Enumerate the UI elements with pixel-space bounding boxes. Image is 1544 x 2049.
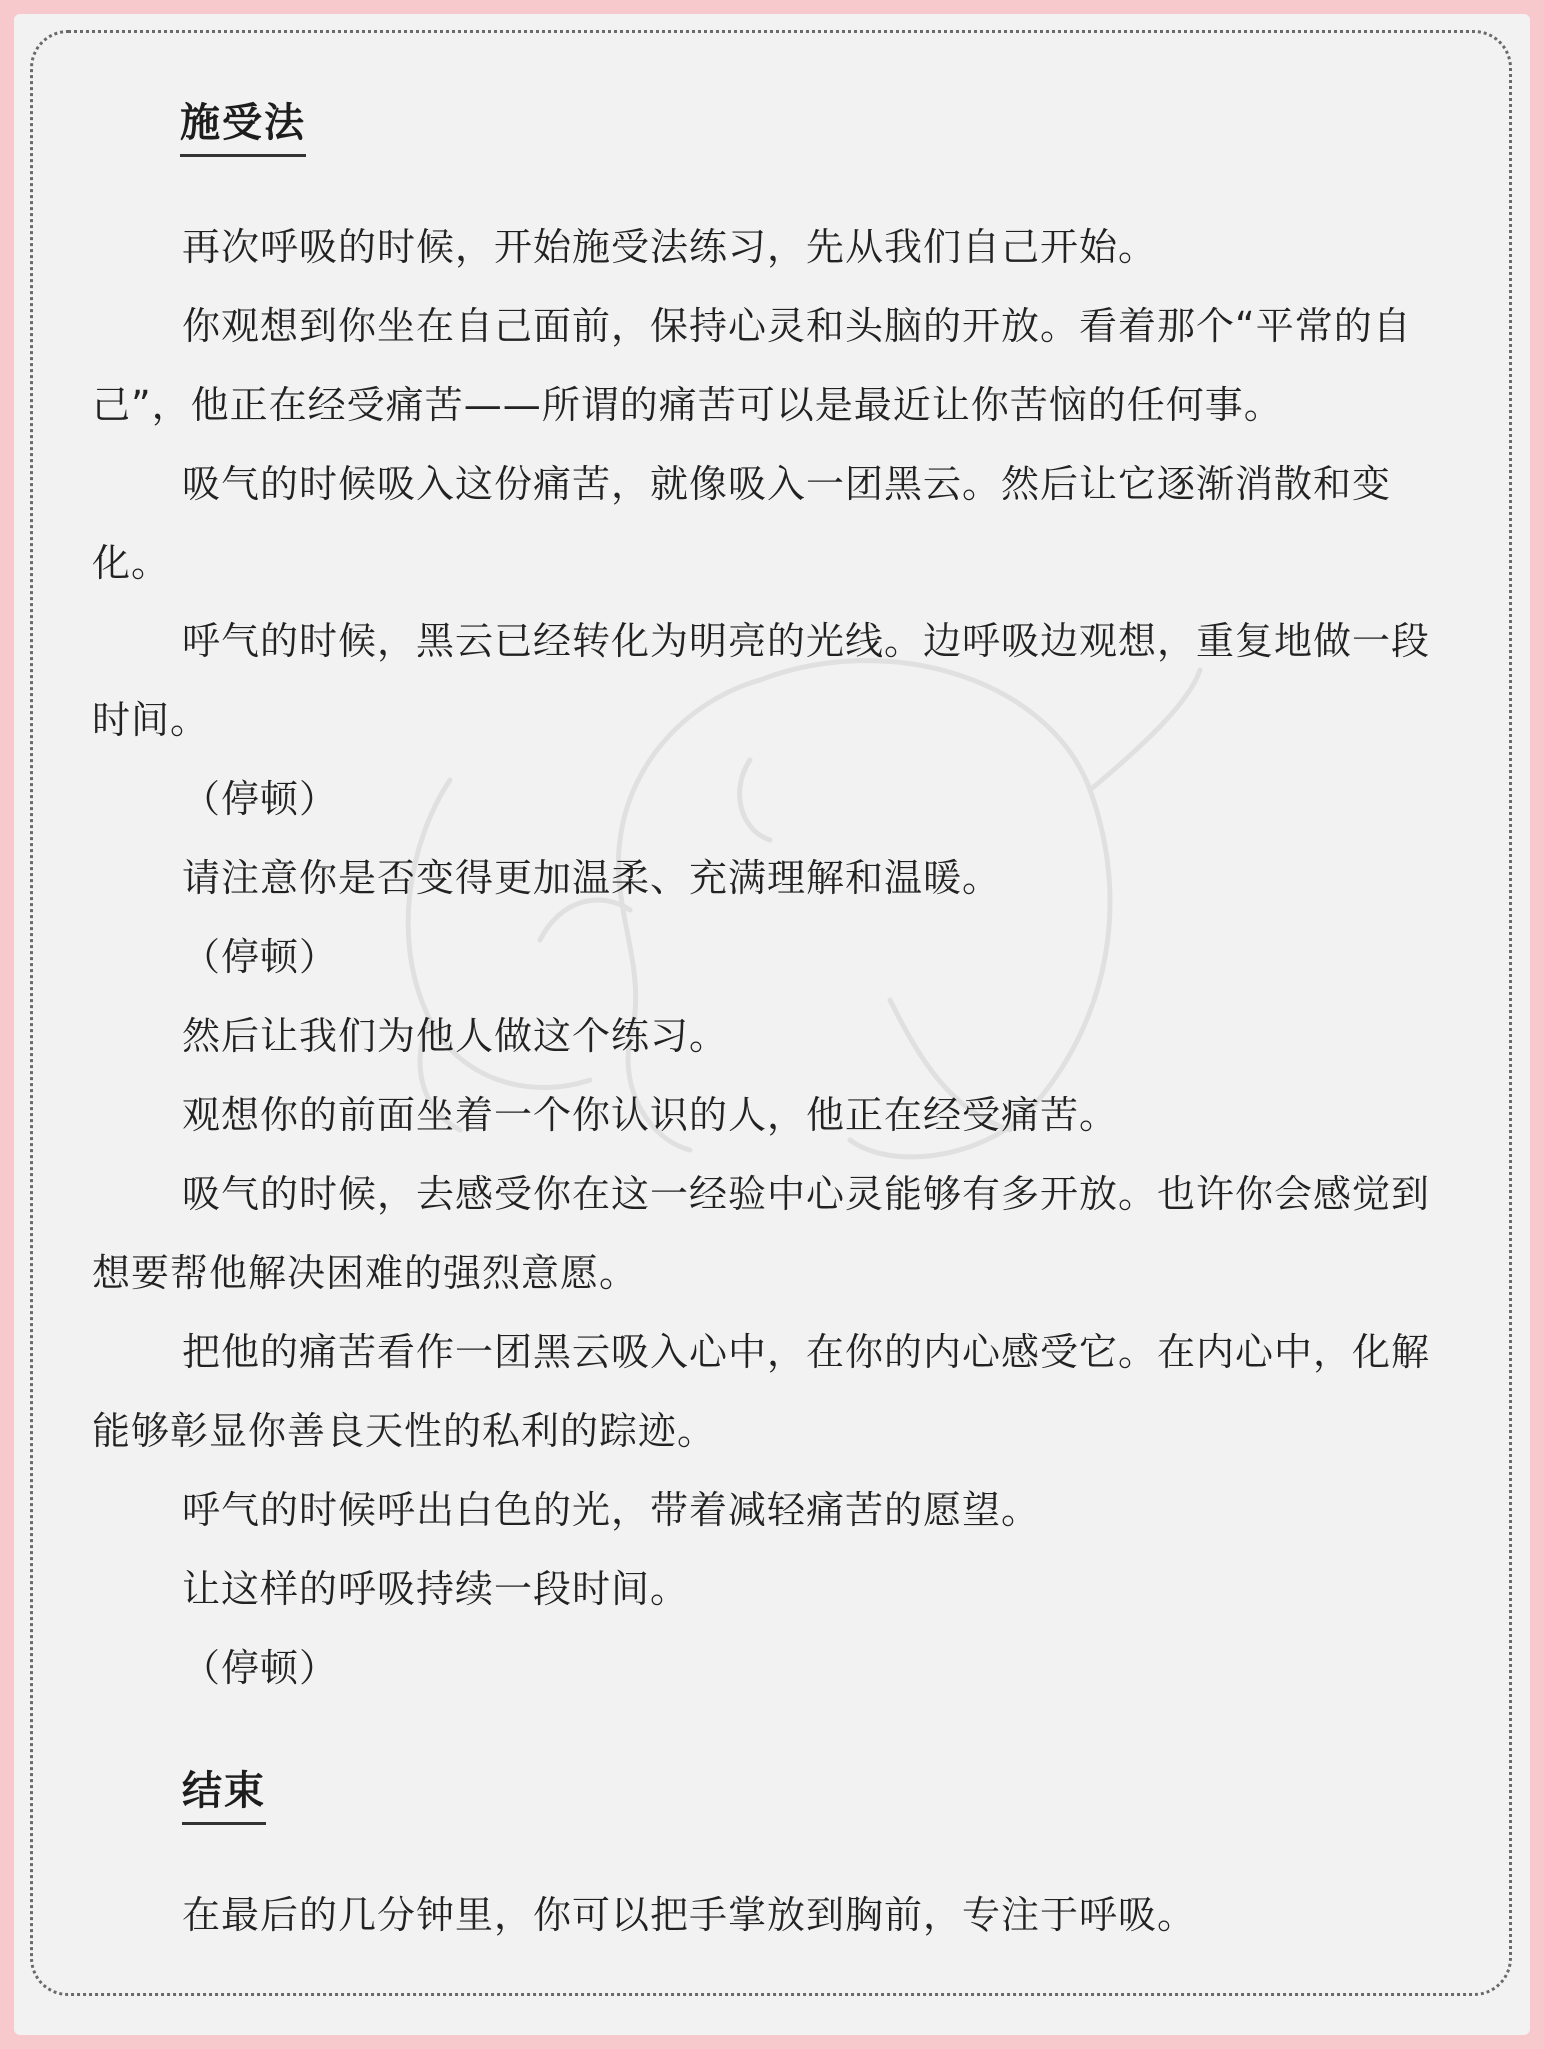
- paragraph: 让这样的呼吸持续一段时间。: [182, 1567, 690, 1611]
- section-heading-shishoufa: 施受法: [180, 98, 306, 157]
- paragraph: 观想你的前面坐着一个你认识的人，他正在经受痛苦。: [182, 1093, 1119, 1137]
- pause-note: （停顿）: [182, 935, 339, 979]
- paragraph: 吸气的时候吸入这份痛苦，就像吸入一团黑云。然后让它逐渐消散和变化。: [92, 462, 1392, 585]
- paragraph: 然后让我们为他人做这个练习。: [182, 1014, 729, 1058]
- paragraph: 你观想到你坐在自己面前，保持心灵和头脑的开放。看着那个“平常的自己”，他正在经受痛苦——所谓的痛苦可以是最近让你苦恼的任何事。: [92, 304, 1412, 427]
- paragraph: 呼气的时候，黑云已经转化为明亮的光线。边呼吸边观想，重复地做一段时间。: [92, 619, 1431, 742]
- pause-note: （停顿）: [182, 1646, 339, 1690]
- paragraph: 呼气的时候呼出白色的光，带着减轻痛苦的愿望。: [182, 1488, 1041, 1532]
- paragraph: 在最后的几分钟里，你可以把手掌放到胸前，专注于呼吸。: [182, 1893, 1197, 1937]
- paragraph: 请注意你是否变得更加温柔、充满理解和温暖。: [182, 856, 1002, 900]
- paragraph: 吸气的时候，去感受你在这一经验中心灵能够有多开放。也许你会感觉到想要帮他解决困难的强烈意愿。: [92, 1172, 1431, 1295]
- section-heading-jieshu: 结束: [182, 1766, 266, 1825]
- pause-note: （停顿）: [182, 777, 339, 821]
- paragraph: 再次呼吸的时候，开始施受法练习，先从我们自己开始。: [182, 225, 1158, 269]
- paragraph: 把他的痛苦看作一团黑云吸入心中，在你的内心感受它。在内心中，化解能够彰显你善良天性的私利的踪迹。: [92, 1330, 1431, 1453]
